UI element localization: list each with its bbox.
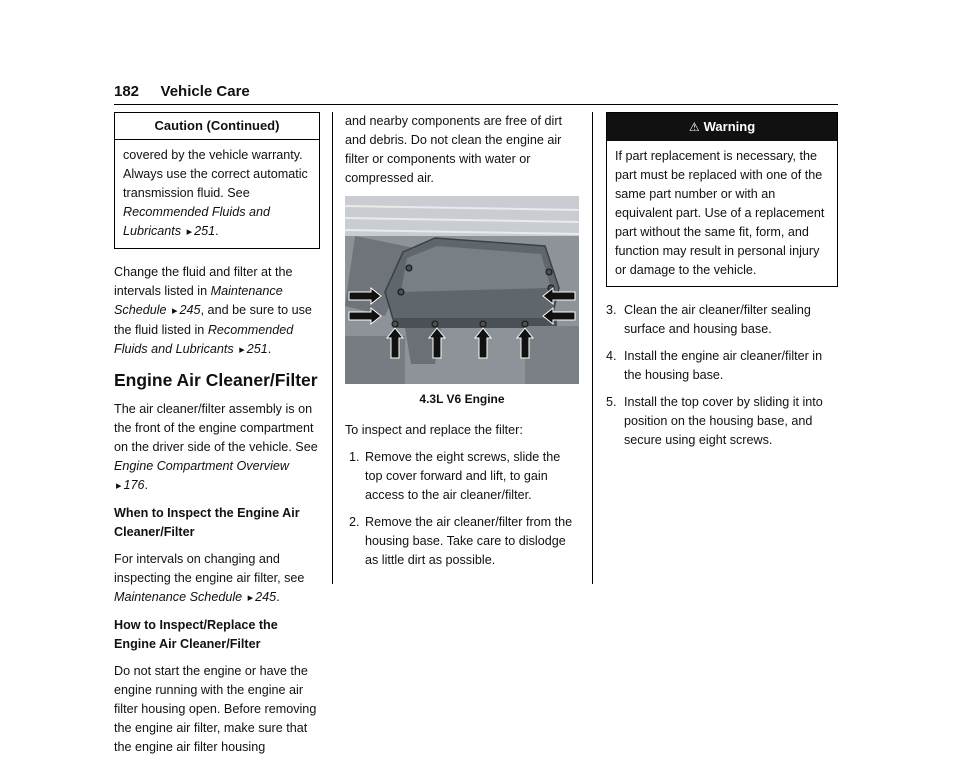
paragraph-assembly-location: The air cleaner/filter assembly is on the front of the engine compartment on the driver side of the vehicle. See Engine Compartment Overview ▸ 176. [114, 402, 318, 492]
steps-intro: To inspect and replace the filter: [345, 423, 523, 437]
link-engine-compartment-overview[interactable]: Engine Compartment Overview [114, 459, 289, 473]
list-item [345, 448, 579, 505]
step-text: Remove the eight screws, slide the top cover forward and lift, to gain access to the air cleaner/filter. [365, 450, 561, 502]
step-number: 3. [606, 303, 617, 317]
caution-link[interactable]: Recommended Fluids and Lubricants [123, 205, 271, 238]
step-number: 2. [349, 515, 360, 529]
engine-air-cleaner-illustration [345, 196, 579, 384]
caution-title: Caution (Continued) [115, 113, 319, 140]
page-header [114, 82, 838, 102]
paragraph-intervals: For intervals on changing and inspecting the engine air filter, see Maintenance Schedule ▸ 245. [114, 552, 305, 604]
para1-text-a: Change the fluid and filter at the intervals listed in [114, 265, 293, 298]
column-2 [345, 112, 579, 578]
caution-text: covered by the vehicle warranty. Always use the correct automatic transmission fluid. See [123, 148, 308, 200]
subheading-when-to-inspect: When to Inspect the Engine Air Cleaner/Filter [114, 506, 300, 539]
subheading-how-to-replace: How to Inspect/Replace the Engine Air Cleaner/Filter [114, 618, 278, 651]
page-ref-245-2[interactable]: 245 [255, 590, 277, 604]
para2-text: The air cleaner/filter assembly is on the front of the engine compartment on the driver side of the vehicle. See [114, 402, 318, 454]
warning-text: If part replacement is necessary, the part must be replaced with one of the same part number or with an equivalent part. Use of a replacement part without the same fit, form, and function may result in personal injury or damage to the vehicle. [615, 149, 825, 277]
para3-text: For intervals on changing and inspecting the engine air filter, see [114, 552, 305, 585]
column-divider-1 [332, 112, 333, 584]
step-number: 5. [606, 395, 617, 409]
section-title: Vehicle Care [160, 83, 250, 100]
column-1 [114, 112, 320, 765]
page-number: 182 [114, 83, 140, 100]
warning-header [607, 113, 837, 141]
link-maintenance-schedule-2[interactable]: Maintenance Schedule [114, 590, 243, 604]
section-heading: Engine Air Cleaner/Filter [114, 370, 318, 390]
step-number: 1. [349, 450, 360, 464]
step-text: Clean the air cleaner/filter sealing surface and housing base. [624, 303, 811, 336]
arrow-circle-icon: ▸ [172, 305, 178, 317]
step-text: Remove the air cleaner/filter from the housing base. Take care to dislodge as little dirt as possible. [365, 515, 573, 567]
arrow-circle-icon: ▸ [247, 592, 254, 604]
figure-caption: 4.3L V6 Engine [419, 392, 505, 406]
caution-body: covered by the vehicle warranty. Always use the correct automatic transmission fluid. See Recommended Fluids and Lubricants ▸ 251. [123, 148, 308, 238]
steps-list-1 [345, 448, 579, 570]
caution-box [114, 112, 320, 249]
paragraph-do-not-start: Do not start the engine or have the engine running with the engine air filter housing open. Before removing the engine air filter, make sure that the engine air filter housing [114, 664, 317, 754]
warning-box [606, 112, 838, 287]
list-item [606, 393, 838, 450]
list-item [606, 301, 838, 339]
paragraph-components-free: and nearby components are free of dirt and debris. Do not clean the engine air filter or components with water or compressed air. [345, 114, 563, 185]
step-text: Install the top cover by sliding it into position on the housing base, and secure using eight screws. [624, 395, 823, 447]
step-number: 4. [606, 349, 617, 363]
warning-triangle-icon: ⚠ [688, 120, 700, 134]
arrow-circle-icon: ▸ [116, 480, 122, 492]
caution-page[interactable]: 251 [194, 224, 216, 238]
arrow-circle-icon: ▸ [239, 344, 245, 356]
header-rule [114, 104, 838, 105]
engine-figure [345, 196, 579, 384]
page-ref-245[interactable]: 245 [179, 303, 201, 317]
column-divider-2 [592, 112, 593, 584]
steps-list-2 [606, 301, 838, 450]
link-maintenance-schedule[interactable]: Maintenance Schedule [114, 284, 283, 317]
page-ref-176[interactable]: 176 [123, 478, 145, 492]
step-text: Install the engine air cleaner/filter in the housing base. [624, 349, 823, 382]
paragraph-fluid-change: Change the fluid and filter at the intervals listed in Maintenance Schedule ▸ 245, and be sure to use the fluid listed in Recommended Fluids and Lubricants ▸ 251. [114, 265, 312, 356]
arrow-circle-icon: ▸ [186, 226, 193, 238]
list-item [606, 347, 838, 385]
list-item [345, 513, 579, 570]
para1-text-b: , and be sure to use the fluid listed in [114, 303, 312, 337]
column-3 [606, 112, 838, 458]
page-ref-251[interactable]: 251 [246, 342, 268, 356]
link-recommended-fluids[interactable]: Recommended Fluids and Lubricants [114, 323, 294, 356]
warning-title: Warning [703, 119, 756, 134]
